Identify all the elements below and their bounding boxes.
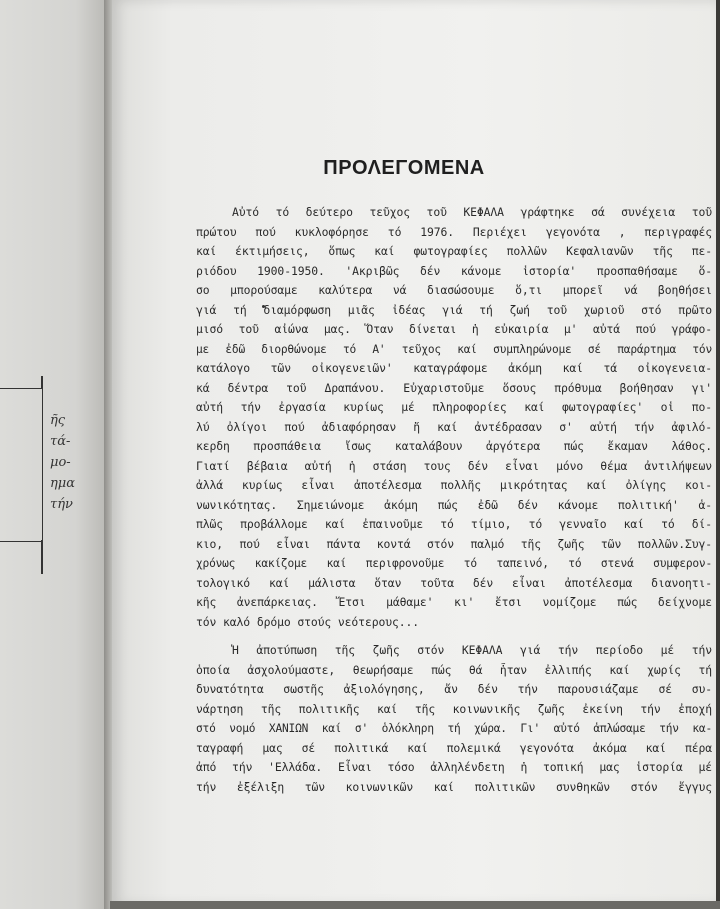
left-fragment: τά- xyxy=(50,434,71,449)
text-line: ριόδου 1900-1950. 'Ακριβῶς δέν κάνομε ἱστορία' προσπαθήσαμε ὅ- xyxy=(196,263,712,278)
text-line: πλῶς προβάλλομε καί ἐπαινοῦμε τό τίμιο, τό γενναῖο καί τό δί- xyxy=(196,517,712,531)
body-text xyxy=(196,203,712,797)
left-fragment: ῆς xyxy=(50,413,66,428)
left-box-tick-bottom xyxy=(41,540,43,574)
text-line: δυνατότητα σωστῆς ἀξιολόγησης, ἄν δέν τήν παρουσιάζαμε σέ συ- xyxy=(196,682,712,696)
text-line: Γιατί βέβαια αὐτή ἡ στάση τους δέν εἶναι μόνο θέμα ἀντιλήψεων xyxy=(196,458,712,473)
text-line: Αὐτό τό δεύτερο τεῦχος τοῦ ΚΕΦΑΛΑ γράφτηκε σά συνέχεια τοῦ xyxy=(232,205,712,219)
text-line: νωνικότητας. Σημειώνομε ἀκόμη πώς ἐδῶ δέν κάνομε πολιτική' ἁ- xyxy=(196,497,712,512)
text-line: νάρτηση τῆς πολιτικῆς καί τῆς κοινωνικῆς ζωῆς ἐκείνη τήν ἐποχή xyxy=(196,701,712,716)
text-line: κατάλογο τῶν οἰκογενειῶν' καταγράφομε ἀκόμη καί τά οἰκογενεια- xyxy=(196,361,712,375)
text-line: κά δέντρα τοῦ Δραπάνου. Εὐχαριστοῦμε ὅσους πρόθυμα βοήθησαν γι' xyxy=(196,380,712,395)
text-line: ἀλλά κυρίως εἶναι ἀποτέλεσμα πολλῆς μικρότητας καί ὀλίγης κοι- xyxy=(196,478,712,492)
right-page xyxy=(112,0,716,905)
text-line: κῆς ἀνεπάρκειας. Ἔτσι μάθαμε' κι' ἔτσι νομίζομε πώς δείχνομε xyxy=(196,595,712,609)
text-line: ταγραφή μας σέ πολιτικά καί πολεμικά γεγονότα ἀκόμα καί πέρα xyxy=(196,740,712,755)
text-line: κιο, πού εἶναι πάντα κοντά στόν παλμό τῆς ζωῆς τῶν πολλῶν.Συγ- xyxy=(196,536,712,551)
left-fragment: τήν xyxy=(50,497,73,512)
text-line: σο μπορούσαμε καλύτερα νά διασώσουμε ὅ,τι μπορεῖ νά βοηθήσει xyxy=(196,283,712,297)
left-page xyxy=(0,0,108,909)
left-fragment: μο- xyxy=(50,455,71,470)
text-line: μισό τοῦ αἰώνα μας. Ὅταν δίνεται ἡ εὐκαιρία μ' αὐτά πού γράφο- xyxy=(196,322,712,336)
text-line: τόν καλό δρόμο στούς νεότερους... xyxy=(196,614,420,629)
text-line: γιά τή διαμόρφωση μιᾶς ἰδέας γιά τή ζωή τοῦ χωριοῦ στό πρῶτο xyxy=(196,302,712,317)
text-line: με ἐδῶ διορθώνομε τό Α' τεῦχος καί συμπληρώνομε σέ παράρτημα τόν xyxy=(196,342,712,356)
text-line: ἀπό τήν 'Ελλάδα. Εἶναι τόσο ἀλληλένδετη ἡ τοπική μας ἱστορία μέ xyxy=(196,760,712,774)
page-bottom-edge xyxy=(110,901,720,909)
text-line: τήν ἐξέλιξη τῶν κοινωνικῶν καί πολιτικῶν συνθηκῶν στόν ἔγγυς xyxy=(196,779,712,794)
text-line: πρώτου πού κυκλοφόρησε τό 1976. Περιέχει γεγονότα , περιγραφές xyxy=(196,224,712,239)
text-line: χρόνως κακίζομε καί περιφρονοῦμε τό ταπεινό, τό στενά συμφερον- xyxy=(196,557,712,570)
left-page-box xyxy=(0,388,43,542)
text-line: λύ ὀλίγοι πού ἀδιαφόρησαν ἤ καί ἀντέδρασαν σ' αὐτή τήν ἀφιλό- xyxy=(196,419,712,434)
text-line: κερδη προσπάθεια ἴσως καταλάβουν ἀργότερα πώς ἔκαμαν λάθος. xyxy=(196,439,712,453)
left-page-text-fragments xyxy=(50,410,75,515)
text-line: Ἡ ἀποτύπωση τῆς ζωῆς στόν ΚΕΦΑΛΑ γιά τήν περίοδο μέ τήν xyxy=(232,643,712,657)
text-line: ὁποία ἀσχολούμαστε, θεωρήσαμε πώς θά ἦταν ἐλλιπής καί χωρίς τή xyxy=(196,662,712,677)
paragraph-gap xyxy=(196,632,712,641)
text-line: τολογικό καί μάλιστα ὅταν τοῦτα δέν εἶναι ἀποτέλεσμα διανοητι- xyxy=(196,575,712,590)
left-box-tick-top xyxy=(41,376,43,388)
text-line: στό νομό ΧΑΝΙΩΝ καί σ' ὁλόκληρη τή χώρα. Γι' αὐτό ἁπλώσαμε τήν κα- xyxy=(196,722,712,735)
page-title: ΠΡΟΛΕΓΟΜΕΝΑ xyxy=(323,157,485,179)
text-line: καί έκτιμήσεις, ὅπως καί φωτογραφίες πολλῶν Κεφαλιανῶν τῆς πε- xyxy=(196,244,712,258)
left-fragment: ημα xyxy=(50,476,76,491)
text-line: αὐτή τήν ἐργασία κυρίως μέ πληροφορίες καί φωτογραφίες' οἱ πο- xyxy=(196,400,712,414)
